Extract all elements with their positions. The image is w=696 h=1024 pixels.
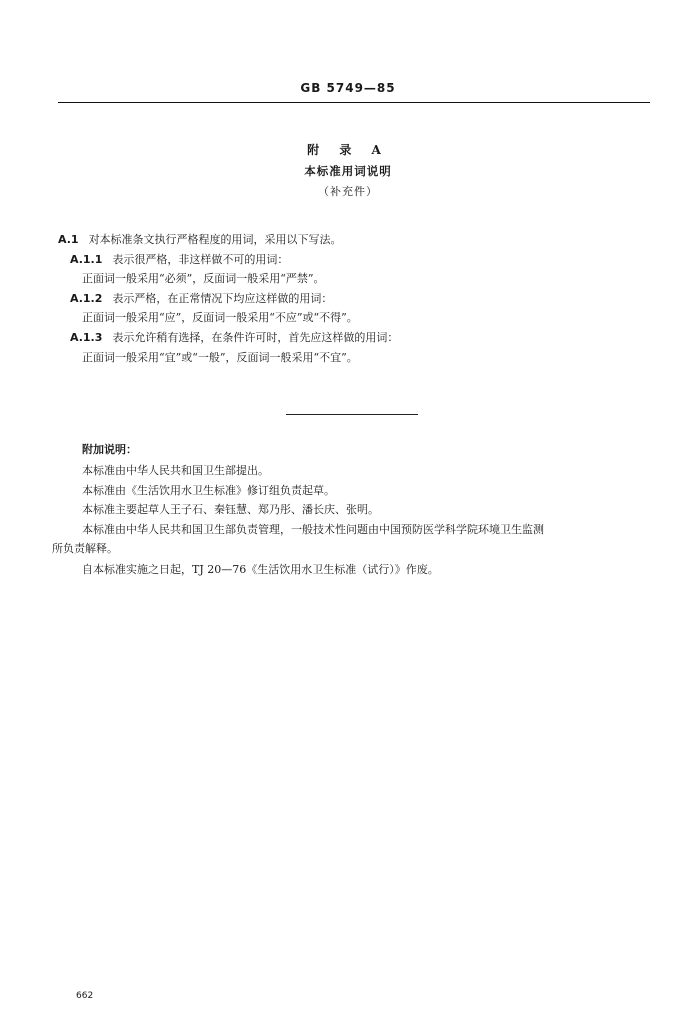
note-line: 本标准由中华人民共和国卫生部提出。 <box>82 464 269 477</box>
note-line: 自本标准实施之日起，TJ 20—76《生活饮用水卫生标准（试行）》作废。 <box>82 563 439 576</box>
notes-heading: 附加说明： <box>82 443 137 456</box>
clause-a13 <box>70 329 398 345</box>
header-rule <box>58 102 650 103</box>
note-line: 本标准主要起草人王子石、秦钰慧、郑乃彤、潘长庆、张明。 <box>82 503 379 516</box>
clause-number: A.1.3 <box>70 331 103 344</box>
standard-header: GB 5749—85 <box>300 81 396 95</box>
note-line: 本标准由中华人民共和国卫生部负责管理，一般技术性问题由中国预防医学科学院环境卫生监测 <box>82 523 544 536</box>
clause-text: 表示很严格，非这样做不可的用词： <box>112 253 289 266</box>
appendix-title: 附 录 A <box>307 143 389 157</box>
note-line: 本标准由《生活饮用水卫生标准》修订组负责起草。 <box>82 484 335 497</box>
clause-a11 <box>70 251 288 267</box>
clause-text: 表示严格，在正常情况下均应这样做的用词： <box>112 292 333 305</box>
section-divider <box>286 414 418 415</box>
clause-a12-detail: 正面词一般采用“应”，反面词一般采用“不应”或“不得”。 <box>82 311 358 324</box>
clause-a13-detail: 正面词一般采用“宜”或“一般”，反面词一般采用“不宜”。 <box>82 351 358 364</box>
appendix-subtitle: 本标准用词说明 <box>304 164 392 178</box>
clause-a12 <box>70 290 332 306</box>
page-number: 662 <box>76 991 94 1001</box>
appendix-kind: （补充件） <box>318 185 378 198</box>
clause-a11-detail: 正面词一般采用“必须”，反面词一般采用“严禁”。 <box>82 272 325 285</box>
clause-a1 <box>58 231 342 247</box>
clause-text: 表示允许稍有选择，在条件许可时，首先应这样做的用词： <box>112 331 399 344</box>
clause-number: A.1.2 <box>70 292 103 305</box>
note-line: 所负责解释。 <box>52 542 118 555</box>
clause-number: A.1 <box>58 233 79 246</box>
clause-number: A.1.1 <box>70 253 103 266</box>
clause-text: 对本标准条文执行严格程度的用词，采用以下写法。 <box>88 233 342 246</box>
